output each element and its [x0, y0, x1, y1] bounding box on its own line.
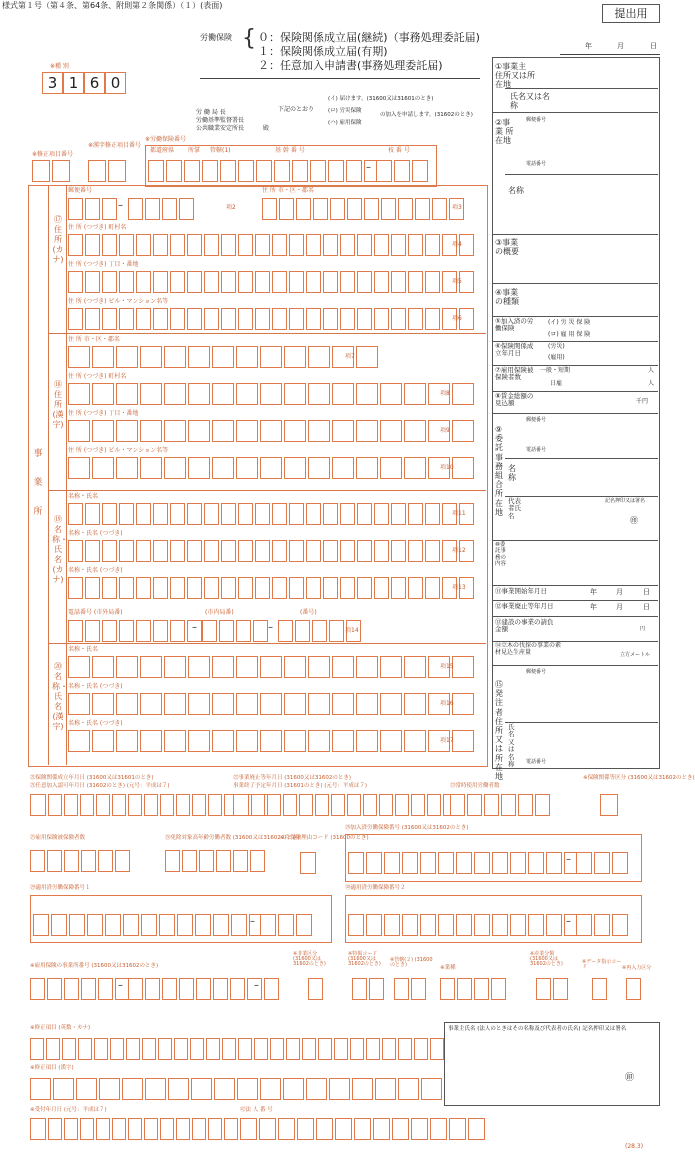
title-2: ２：任意加入申請書(事務処理委託届)	[258, 59, 443, 72]
rp-general: 一般・短期	[540, 367, 571, 374]
l32-box[interactable]	[308, 978, 323, 1000]
item-code-12: 項12	[452, 547, 466, 554]
item-code-7: 項7	[345, 353, 355, 360]
l42-label: ㊷法 人 番 号	[240, 1107, 273, 1113]
brace-icon: {	[242, 26, 256, 51]
type-code-boxes[interactable]	[42, 72, 126, 94]
title-prefix: 労働保険	[200, 33, 232, 42]
l39-label: ※修正項目 (英数・カナ)	[30, 1025, 91, 1031]
apply-option-3: (ハ) 雇用保険	[328, 120, 362, 126]
name-kanji-cont-label-2: 名称・氏名 (つづき)	[68, 720, 123, 727]
col-branch: 枝 番 号	[388, 147, 410, 154]
labor-ins-label: ※労働保険番号	[145, 136, 187, 143]
branch-boxes[interactable]	[376, 160, 428, 182]
l35-label: ※業種	[440, 965, 456, 971]
form-id: 様式第１号（第４条、第64条、附則第２条関係）（１）(表面)	[2, 1, 223, 10]
l21b-label: ㉑任意加入認可年月日 (31602のとき) (元号：平成は７)	[30, 783, 170, 789]
l28-branch[interactable]	[576, 852, 628, 874]
l32-label: ※非業区分 (31600又は31602のとき)	[293, 951, 326, 967]
sec20-label: ⑳名称・氏名(漢字)	[52, 662, 68, 731]
rp-insured-count: ⑦雇用保険被保険者数	[495, 366, 534, 382]
addr-city-boxes[interactable]	[262, 198, 464, 220]
l25-boxes[interactable]	[30, 850, 130, 872]
name-kanji-cont-label: 名称・氏名 (つづき)	[68, 683, 123, 690]
type-digit-4[interactable]: 0	[105, 72, 126, 94]
item-code-3: 項3	[452, 204, 462, 211]
owner-label: 事業主氏名 (法人のときはその名称及び代表者の氏名) 記名押印又は署名	[448, 1026, 627, 1032]
item-code-15: 項15	[440, 663, 454, 670]
l31-boxes-3[interactable]	[264, 978, 279, 1000]
l42-boxes[interactable]	[240, 1118, 485, 1140]
l30-boxes[interactable]	[348, 914, 580, 936]
name-kana-cont-label: 名称・氏名 (つづき)	[68, 530, 123, 537]
postal-boxes[interactable]	[68, 198, 117, 220]
rp-y2: 年	[590, 603, 597, 611]
l22-boxes[interactable]	[233, 794, 457, 816]
l34-label: ※管轄(２) (31600のとき)	[390, 957, 433, 968]
col-office: 所掌	[188, 147, 201, 154]
rp-business-loc: ②事業 所在地	[495, 118, 514, 146]
l40-label: ※修正項目 (漢字)	[30, 1065, 74, 1071]
rp-seal-mark: ㊞	[630, 516, 638, 525]
l41-boxes[interactable]	[30, 1118, 254, 1140]
rp-daily: 日雇	[550, 380, 563, 387]
l21-label: ㉑保険関係成立年月日 (31600又は31601のとき)	[30, 775, 154, 781]
sec19-label: ⑲名称・氏名(カナ)	[52, 515, 68, 584]
item-code-5: 項5	[452, 278, 462, 285]
l23-label: ㉓常時使用労働者数	[450, 783, 500, 789]
rp-phone-small: 電話番号	[526, 161, 547, 167]
name-kanji-label: 名称・氏名	[68, 646, 99, 653]
l27-box[interactable]	[300, 852, 316, 874]
l22b-label: 事業終了予定年月日 (31601のとき) (元号：平成は７)	[233, 783, 368, 789]
item-code-11: 項11	[452, 510, 466, 517]
name-kanji-cont-boxes[interactable]	[68, 693, 474, 715]
l26-label: ㉖免除対象高年齢労働者数 (31600又は31602のとき)	[165, 835, 300, 841]
item-code-16: 項16	[440, 700, 454, 707]
addr-city-label: 住 所 市・区・郡名	[262, 187, 314, 194]
date-year: 年	[585, 42, 592, 50]
rp-start-date: ⑪事業開始年月日	[495, 587, 547, 595]
rp-overview: ③事業の概要	[495, 238, 519, 257]
type-digit-1[interactable]: 3	[42, 72, 63, 94]
fix-item-label: ※修正項目番号	[32, 151, 74, 158]
l37-box[interactable]	[592, 978, 607, 1000]
rp-owner-addr: ①事業主 住所又は所在地	[495, 62, 535, 90]
l36-boxes[interactable]	[536, 978, 568, 1000]
phone-no-label: (番号)	[300, 609, 317, 616]
kanji-fix-label: ※漢字修正項目番号	[88, 142, 142, 149]
addressee-2: 労働基準監督署長	[196, 117, 245, 124]
type-digit-3[interactable]: 6	[84, 72, 105, 94]
l29-boxes[interactable]	[33, 914, 265, 936]
rp-enrolled: ⑤加入済の労働保険	[495, 317, 534, 333]
l29-branch[interactable]	[260, 914, 312, 936]
l27-label: ※片保険理由コード (31600のとき)	[280, 835, 369, 841]
kanji-town-boxes[interactable]	[68, 383, 474, 405]
rp-seal-text: 記名押印又は署名	[605, 498, 646, 504]
addr-kanji-town-label: 住 所 (つづき) 町村名	[68, 373, 127, 380]
rp-m2: 月	[616, 603, 623, 611]
item-code-2: 項2	[226, 204, 236, 211]
l41-label: ※受付年月日 (元号：平成は７)	[30, 1107, 107, 1113]
apply-prefix: 下記のとおり	[278, 106, 315, 113]
l26-boxes[interactable]	[165, 850, 265, 872]
rp-thousand: 千円	[636, 398, 649, 405]
rp-d2: 日	[643, 603, 650, 611]
rp-people-1: 人	[648, 367, 655, 374]
addr-kana-chome-label: 住 所 (つづき) 丁目・番地	[68, 261, 139, 268]
l31-boxes-2[interactable]	[128, 978, 262, 1000]
l37-label: ※データ指示コード	[582, 959, 622, 970]
rp-wage: ⑧賃金総額の見込額	[495, 392, 534, 408]
rp-phone-small-2: 電話番号	[526, 447, 547, 453]
labor-ins-boxes[interactable]	[148, 160, 380, 182]
sec17-label: ⑰住所(カナ)	[52, 215, 64, 264]
l22-label: ㉒事業廃止等年月日 (31600又は31602のとき)	[233, 775, 352, 781]
l39-boxes[interactable]	[30, 1038, 444, 1060]
rp-ins-labor: (イ) 労 災 保 険	[548, 319, 591, 326]
kana-bldg-boxes[interactable]	[68, 308, 474, 330]
rp-orderer-addr: ⑮発注者 住所又は所在地	[495, 680, 503, 781]
l31-boxes[interactable]	[30, 978, 130, 1000]
rp-type: ④事業の種類	[495, 288, 519, 307]
rp-cubic: 立方メートル	[620, 652, 651, 658]
item-code-13: 項13	[452, 584, 466, 591]
date-day: 日	[650, 42, 657, 50]
rp-postal-small: 郵便番号	[526, 117, 547, 123]
col-base: 基 幹 番 号	[275, 147, 305, 154]
item-code-6: 項6	[452, 315, 462, 322]
l35-boxes[interactable]	[440, 978, 506, 1000]
addr-kana-town-label: 住 所 (つづき) 町村名	[68, 224, 127, 231]
rp-postal-small-2: 郵便番号	[526, 417, 547, 423]
name-kanji-boxes[interactable]	[68, 656, 474, 678]
addr-kanji-bldg-label: 住 所 (つづき) ビル・マンション名等	[68, 447, 169, 454]
apply-option-1: (イ) 届けます。(31600又は31601のとき)	[328, 96, 434, 102]
l38-label: ※再入力区分	[622, 965, 652, 971]
type-label: ※種 別	[50, 63, 69, 70]
addressee-1: 労 働 局 長	[196, 109, 226, 116]
owner-seal: ㊞	[625, 1073, 635, 1083]
l28-label: ㉘加入済労働保険番号 (31600又は31602のとき)	[345, 825, 469, 831]
rp-labor-small: (労災)	[548, 343, 565, 350]
name-kana-label: 名称・氏名	[68, 493, 99, 500]
item-code-17: 項17	[440, 737, 454, 744]
phone-local-label: (市内局番)	[205, 609, 234, 616]
addr-kanji-chome-label: 住 所 (つづき) 丁目・番地	[68, 410, 139, 417]
apply-suffix: の加入を申請します。(31602のとき)	[380, 112, 473, 118]
name-kana-cont-label-2: 名称・氏名 (つづき)	[68, 567, 123, 574]
rp-trust-loc: ⑨委託事務組合 所在地	[495, 425, 503, 517]
name-kana-cont-boxes[interactable]	[68, 540, 474, 562]
addr-kana-bldg-label: 住 所 (つづき) ビル・マンション名等	[68, 298, 169, 305]
l38-box[interactable]	[626, 978, 641, 1000]
title-0: ０：保険関係成立届(継続)（事務処理委託届)	[258, 31, 480, 44]
col-pref: 都道府県	[150, 147, 175, 154]
item-code-14: 項14	[345, 627, 359, 634]
kanji-chome-boxes[interactable]	[68, 420, 474, 442]
rp-emp-small: (雇用)	[548, 354, 565, 361]
name-kanji-cont-boxes-2[interactable]	[68, 730, 474, 752]
l25-label: ㉕雇用保険被保険者数	[30, 835, 86, 841]
l40-boxes[interactable]	[30, 1078, 442, 1100]
rp-est-date: ⑥保険関係成立年月日	[495, 342, 534, 358]
rp-trust-name: 名称	[508, 464, 516, 483]
rp-trust-content: ⑩委託事務の内容	[495, 542, 507, 567]
item-code-8: 項8	[440, 390, 450, 397]
l30-label: ㉚適用済労働保険番号２	[345, 885, 406, 891]
office-side-label: 事 業 所	[33, 449, 43, 517]
name-kana-cont-boxes-2[interactable]	[68, 577, 474, 599]
addressee-3: 公共職業安定所長	[196, 125, 245, 132]
date-month: 月	[617, 42, 624, 50]
phone-local-boxes[interactable]	[202, 620, 268, 642]
rp-end-date: ⑫事業廃止等年月日	[495, 602, 554, 610]
rp-d1: 日	[643, 588, 650, 596]
l29-label: ㉙適用済労働保険番号１	[30, 885, 91, 891]
phone-label: 電話番号 (市外局番)	[68, 609, 123, 616]
kanji-city-boxes[interactable]	[68, 346, 378, 368]
rp-business-name: 名称	[508, 186, 524, 195]
l33-label: ※特掲コード (31600又は31602のとき)	[348, 951, 381, 967]
rp-ins-emp: (ロ) 雇 用 保 険	[548, 331, 591, 338]
col-jurisdiction: 管轄(1)	[210, 147, 231, 154]
submit-badge: 提出用	[602, 4, 660, 23]
fix-item-boxes[interactable]	[32, 160, 70, 182]
l30-branch[interactable]	[576, 914, 628, 936]
rp-orderer-name: 氏名又は名称	[508, 723, 515, 769]
item-code-10: 項10	[440, 464, 454, 471]
addressee-suffix: 殿	[263, 125, 270, 132]
title-1: １：保険関係成立届(有期)	[258, 45, 388, 58]
kanji-bldg-boxes[interactable]	[68, 457, 474, 479]
l24-label: ※保険関係等区分 (31600又は31602のとき)	[583, 775, 695, 781]
rp-trust-rep: 代表者氏名	[508, 497, 521, 520]
rp-m1: 月	[616, 588, 623, 596]
postal-boxes-2[interactable]	[128, 198, 194, 220]
phone-area-boxes[interactable]	[68, 620, 202, 642]
l23-boxes[interactable]	[450, 794, 550, 816]
footer-code: (28.3)	[625, 1143, 644, 1150]
addr-city-kanji-label: 住 所 市・区・郡名	[68, 336, 120, 343]
l34-boxes[interactable]	[394, 978, 426, 1000]
type-digit-2[interactable]: 1	[63, 72, 84, 94]
owner-sign-box[interactable]	[444, 1022, 660, 1106]
item-code-4: 項4	[452, 241, 462, 248]
l24-box[interactable]	[600, 794, 618, 816]
postal-label: 郵便番号	[68, 187, 93, 194]
rp-y1: 年	[590, 588, 597, 596]
kana-chome-boxes[interactable]	[68, 271, 474, 293]
l36-label: ※産業分類 (31600又は31602のとき)	[530, 951, 563, 967]
rp-people-2: 人	[648, 380, 655, 387]
rp-owner-name: 氏名又は名称	[510, 92, 550, 111]
kanji-fix-boxes[interactable]	[88, 160, 126, 182]
apply-option-2: (ロ) 労災保険	[328, 108, 362, 114]
rp-postal-small-3: 郵便番号	[526, 669, 547, 675]
l31-label: ※雇用保険の事業所番号 (31600又は31602のとき)	[30, 963, 159, 969]
rp-phone-small-3: 電話番号	[526, 759, 547, 765]
rp-yen: 円	[640, 626, 646, 632]
l33-boxes[interactable]	[352, 978, 384, 1000]
l28-boxes[interactable]	[348, 852, 580, 874]
sec18-label: ⑱住所(漢字)	[52, 380, 64, 429]
kana-town-boxes[interactable]	[68, 234, 474, 256]
name-kana-boxes[interactable]	[68, 503, 474, 525]
rp-timber: ⑭立木の伐採の事業の素材見込生産量	[495, 642, 562, 656]
rp-contract: ⑬建設の事業の請負金額	[495, 618, 554, 634]
item-code-9: 項9	[440, 427, 450, 434]
